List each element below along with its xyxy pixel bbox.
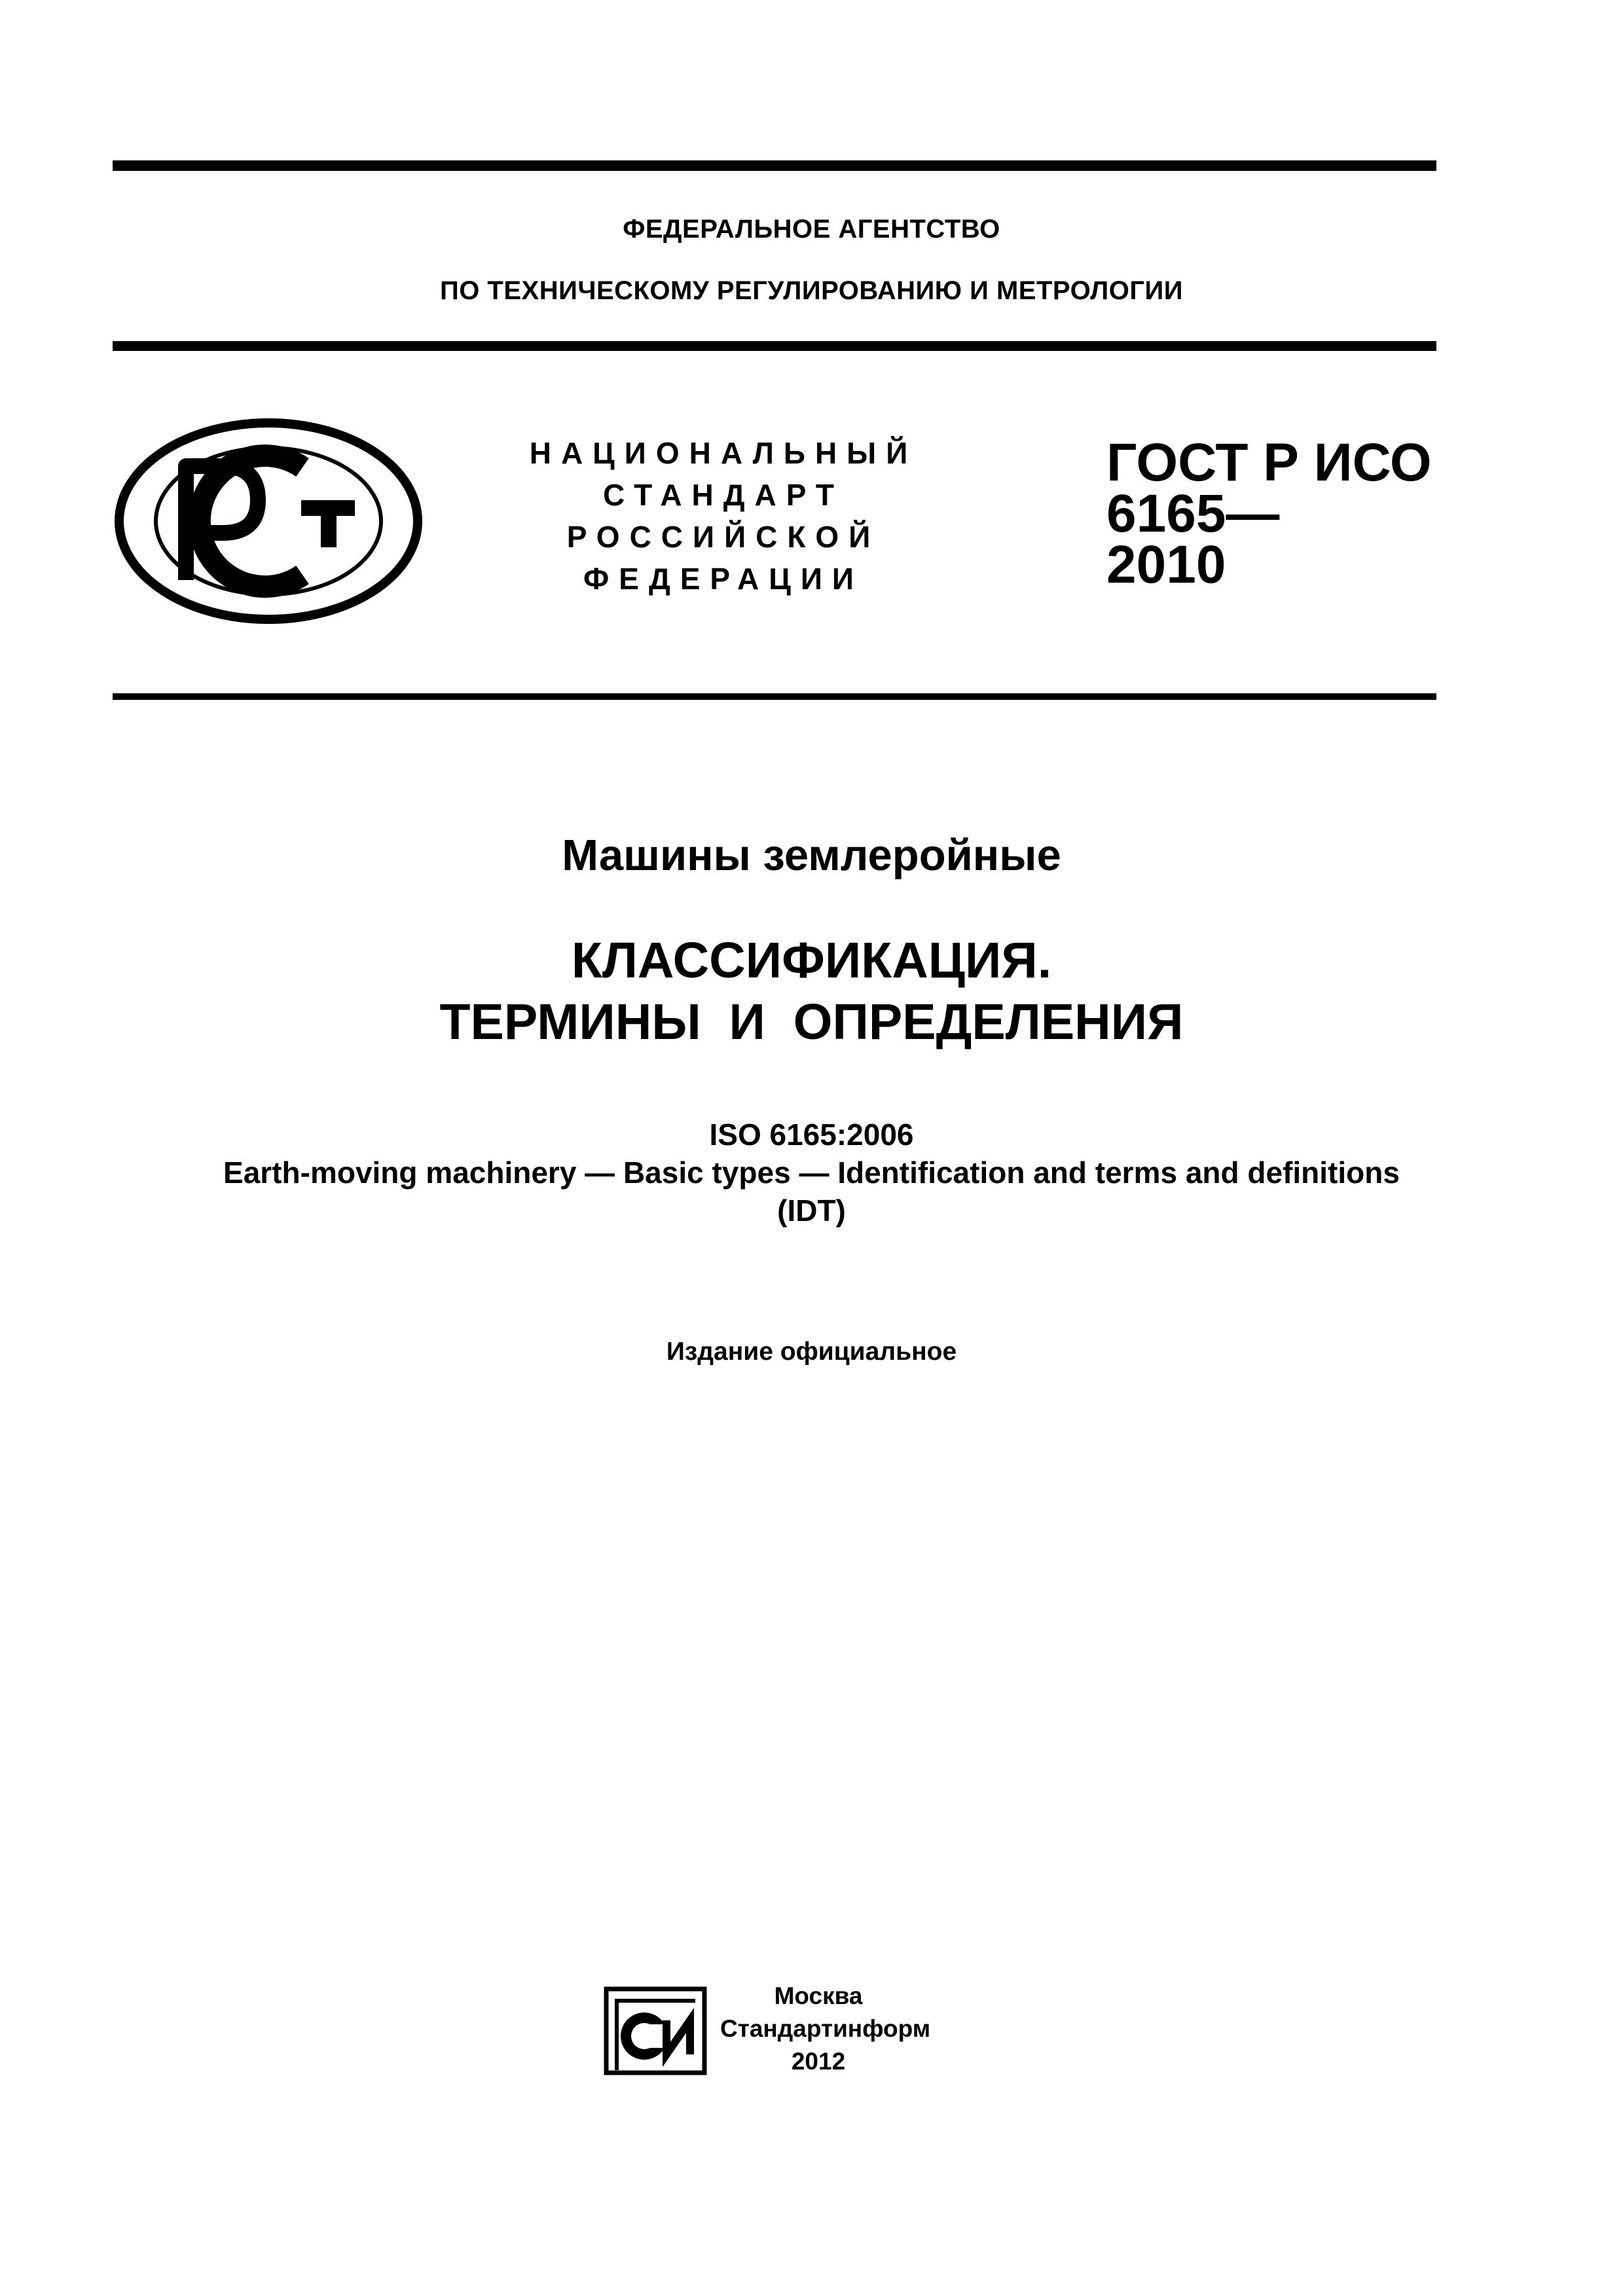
designation-line-3: 2010 (1106, 535, 1226, 594)
title-line-1: КЛАССИФИКАЦИЯ. (571, 932, 1052, 989)
national-standard-line-4: ФЕДЕРАЦИИ (583, 562, 864, 596)
iso-title: Earth-moving machinery — Basic types — Identification and terms and definitions (223, 1156, 1400, 1190)
publisher-name: Стандартинформ (720, 2015, 931, 2042)
publisher-city: Москва (774, 1982, 863, 2009)
title-block-rule (113, 693, 1436, 700)
top-rule (113, 160, 1436, 171)
document-subject: Машины землеройные (562, 831, 1061, 880)
rst-mark-icon (113, 416, 427, 627)
header-rule (113, 341, 1436, 351)
iso-number: ISO 6165:2006 (709, 1118, 914, 1152)
national-standard-heading (498, 432, 949, 600)
agency-line-1: ФЕДЕРАЛЬНОЕ АГЕНТСТВО (623, 215, 1000, 244)
document-title (0, 930, 1623, 1053)
designation-line-2: 6165— (1106, 484, 1280, 543)
title-line-2: ТЕРМИНЫ И ОПРЕДЕЛЕНИЯ (439, 994, 1184, 1050)
designation-line-1: ГОСТ Р ИСО (1106, 433, 1432, 492)
iso-equivalence: (IDT) (777, 1194, 846, 1228)
edition-label: Издание официальное (666, 1338, 957, 1366)
iso-reference (0, 1116, 1623, 1230)
standard-designation (1106, 433, 1432, 594)
national-standard-line-2: СТАНДАРТ (603, 478, 844, 512)
publisher-imprint (720, 1980, 931, 2078)
standartinform-logo-icon (604, 1986, 707, 2075)
national-standard-line-3: РОССИЙСКОЙ (566, 520, 881, 554)
publication-year: 2012 (791, 2048, 846, 2075)
national-standard-line-1: НАЦИОНАЛЬНЫЙ (529, 436, 918, 470)
agency-line-2: ПО ТЕХНИЧЕСКОМУ РЕГУЛИРОВАНИЮ И МЕТРОЛОГИИ (439, 276, 1184, 305)
